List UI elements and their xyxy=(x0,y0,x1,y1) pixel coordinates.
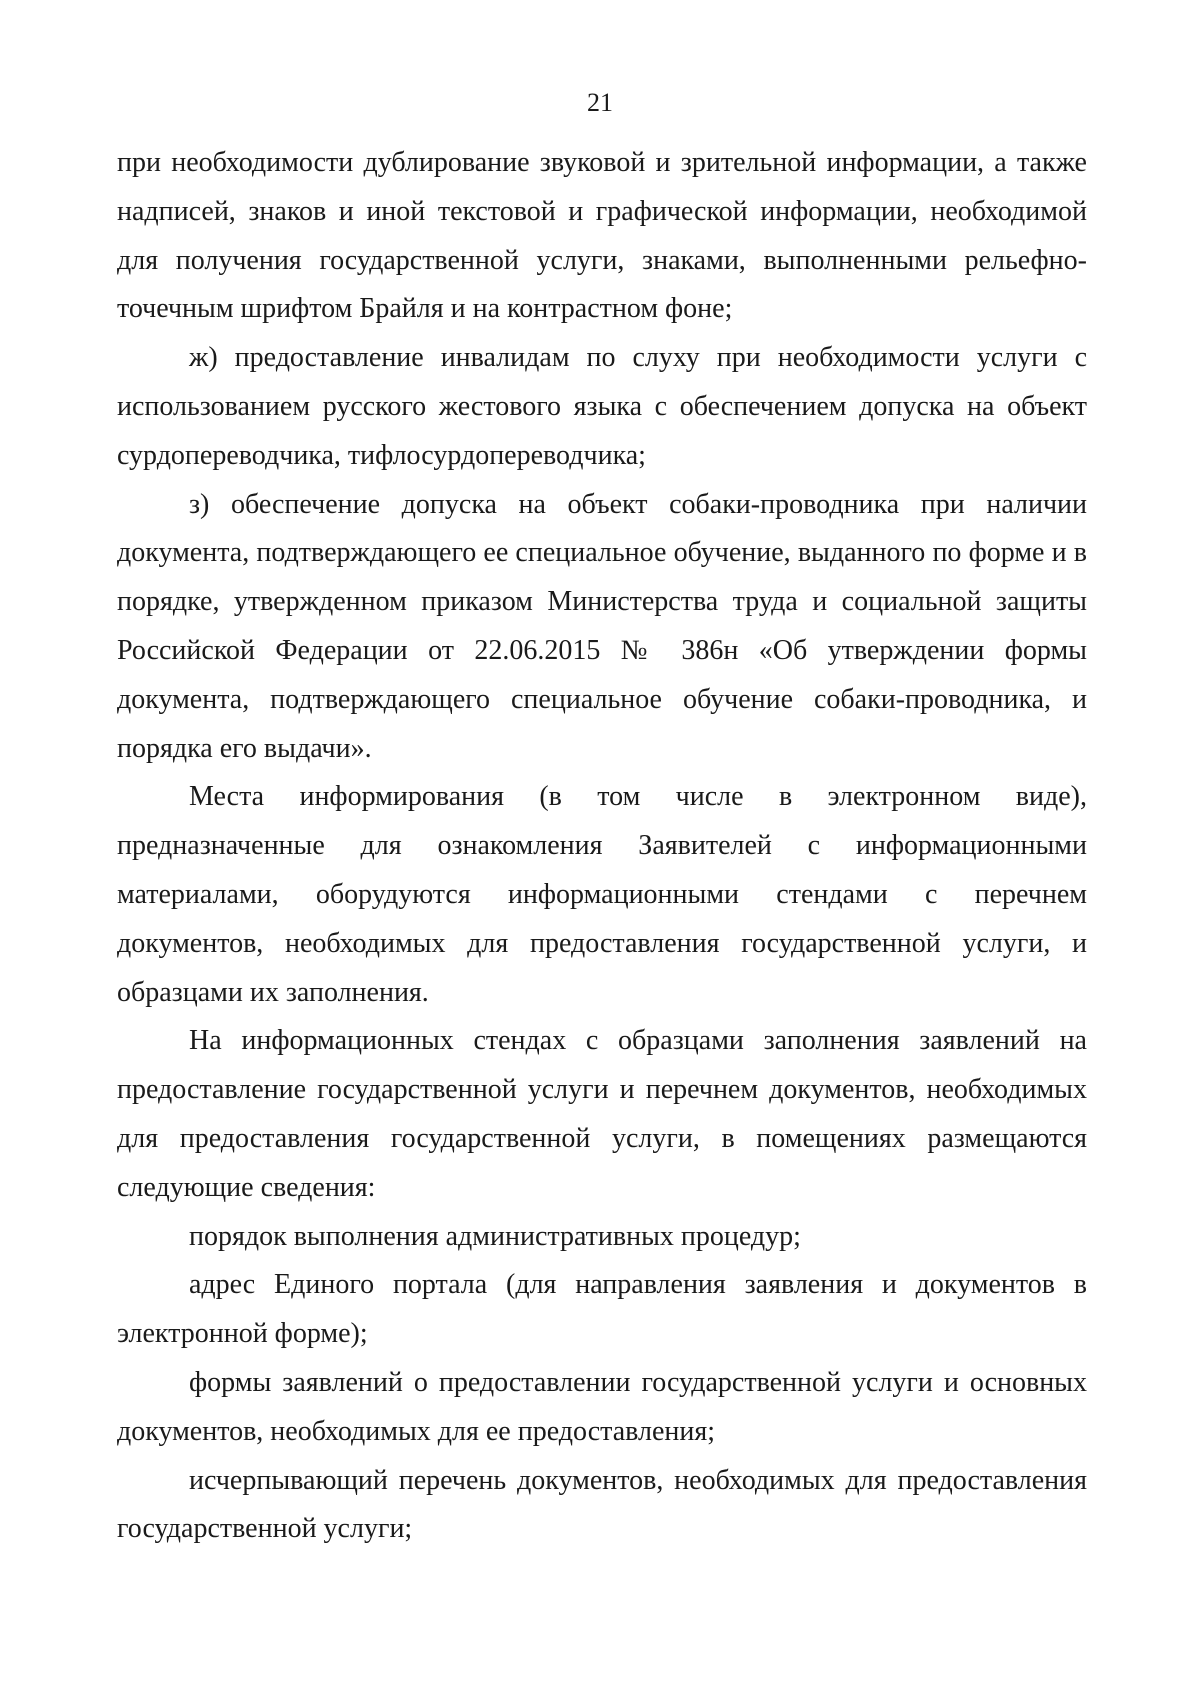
list-item-documents-list: исчерпывающий перечень документов, необходимых для предоставления государственной услуги; xyxy=(117,1464,1087,1545)
list-item-portal-address: адрес Единого портала (для направления заявления и документов в электронной форме); xyxy=(117,1269,1087,1350)
paragraph-info-places: Места информирования (в том числе в электронном виде), предназначенные для ознакомления Заявителей с информационными материалами, оборудуются информационными стендами с перечнем документов, необходимых для предоставления государственной услуги, и образцами их заполнения. xyxy=(117,781,1087,1008)
list-item-application-forms: формы заявлений о предоставлении государственной услуги и основных документов, необходимых для ее предоставления; xyxy=(117,1366,1087,1447)
paragraph-item-z: з) обеспечение допуска на объект собаки-проводника при наличии документа, подтверждающего ее специальное обучение, выданного по форме и в порядке, утвержденном приказом Министерства труда и социальной защиты Российской Федерации от 22.06.2015 № 386н «Об утверждении формы документа, подтверждающего специальное обучение собаки-проводника, и порядка его выдачи». xyxy=(117,488,1087,764)
paragraph-continuation: при необходимости дублирование звуковой и зрительной информации, а также надписей, знаков и иной текстовой и графической информации, необходимой для получения государственной услуги, знаками, выполненными рельефно-точечным шрифтом Брайля и на контрастном фоне; xyxy=(117,147,1087,325)
page-number: 21 xyxy=(587,88,613,117)
list-item-procedures: порядок выполнения административных процедур; xyxy=(189,1220,801,1252)
paragraph-info-stands: На информационных стендах с образцами заполнения заявлений на предоставление государственной услуги и перечнем документов, необходимых для предоставления государственной услуги, в помещениях размещаются следующие сведения: xyxy=(117,1025,1087,1203)
document-body xyxy=(117,139,1087,1554)
paragraph-item-zh: ж) предоставление инвалидам по слуху при необходимости услуги с использованием русского жестового языка с обеспечением допуска на объект сурдопереводчика, тифлосурдопереводчика; xyxy=(117,342,1087,471)
